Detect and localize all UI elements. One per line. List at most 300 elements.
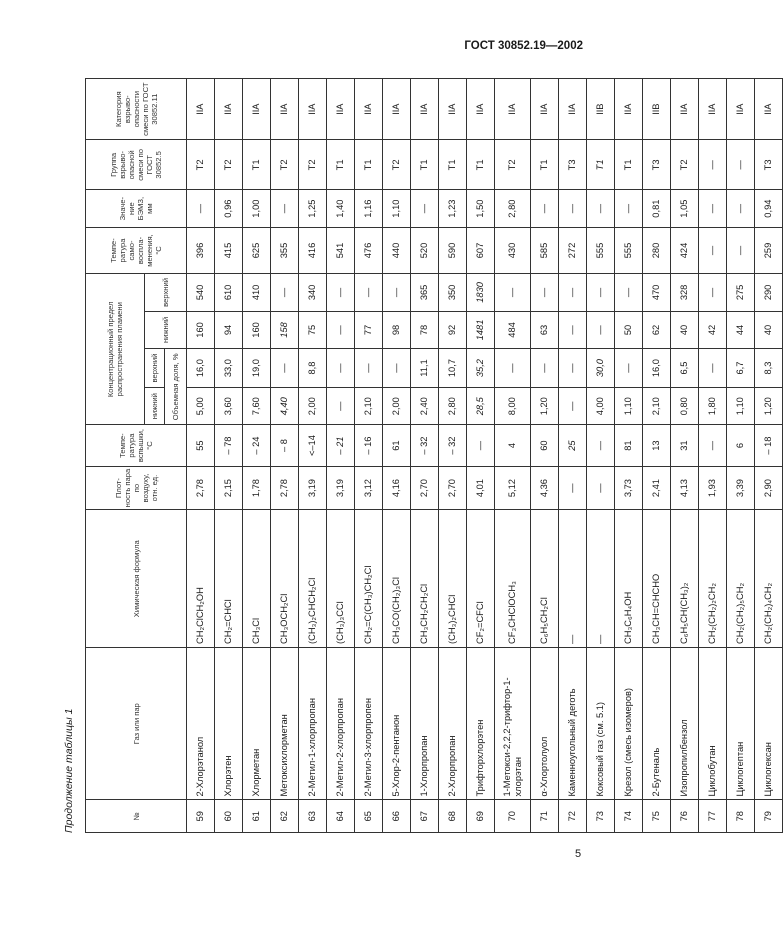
cell-ignition: 396 bbox=[187, 227, 215, 273]
cell-upper-mass: 365 bbox=[411, 274, 439, 312]
cell-density: 1,93 bbox=[699, 466, 727, 510]
cell-flash: — bbox=[467, 425, 495, 466]
cell-besz: 1,23 bbox=[439, 190, 467, 228]
cell-lower-vol: — bbox=[559, 387, 587, 425]
cell-name: α-Хлортолуол bbox=[531, 647, 559, 800]
cell-besz: — bbox=[727, 190, 755, 228]
cell-name: 1-Метокси-2,2,2-трифтор-1-хлорэтан bbox=[495, 647, 531, 800]
cell-density: 2,70 bbox=[411, 466, 439, 510]
table-row bbox=[411, 79, 439, 833]
cell-upper-mass: 470 bbox=[643, 274, 671, 312]
cell-flash: 60 bbox=[531, 425, 559, 466]
cell-name: Крезол (смесь изомеров) bbox=[615, 647, 643, 800]
table-row bbox=[383, 79, 411, 833]
cell-num: 65 bbox=[355, 800, 383, 833]
cell-group: T3 bbox=[643, 140, 671, 190]
cell-group: — bbox=[699, 140, 727, 190]
cell-flash: <–14 bbox=[299, 425, 327, 466]
cell-name: 2-Метил-3-хлорпропен bbox=[355, 647, 383, 800]
cell-formula: — bbox=[559, 510, 587, 648]
cell-formula: CH₂=C(CH₃)CH₂Cl bbox=[355, 510, 383, 648]
table-row bbox=[187, 79, 215, 833]
cell-density: 1,78 bbox=[243, 466, 271, 510]
cell-upper-mass: 610 bbox=[215, 274, 243, 312]
cell-formula: CH₃CH=CHCHO bbox=[643, 510, 671, 648]
cell-formula: CF₂=CFCl bbox=[467, 510, 495, 648]
cell-ignition: 520 bbox=[411, 227, 439, 273]
cell-upper-mass: — bbox=[355, 274, 383, 312]
cell-lower-mass: 63 bbox=[531, 311, 559, 349]
cell-ignition: 280 bbox=[643, 227, 671, 273]
cell-upper-vol: 35,2 bbox=[467, 349, 495, 388]
cell-group: T1 bbox=[531, 140, 559, 190]
cell-density: 3,19 bbox=[299, 466, 327, 510]
cell-ignition: 555 bbox=[615, 227, 643, 273]
cell-density: 3,39 bbox=[727, 466, 755, 510]
cell-lower-mass: 62 bbox=[643, 311, 671, 349]
cell-ignition: 625 bbox=[243, 227, 271, 273]
cell-ignition: 424 bbox=[671, 227, 699, 273]
cell-num: 73 bbox=[587, 800, 615, 833]
cell-density: 2,41 bbox=[643, 466, 671, 510]
cell-ignition: — bbox=[727, 227, 755, 273]
cell-ignition: 430 bbox=[495, 227, 531, 273]
cell-upper-vol: 8,8 bbox=[299, 349, 327, 388]
cell-flash: — bbox=[587, 425, 615, 466]
cell-upper-vol: 19,0 bbox=[243, 349, 271, 388]
cell-flash: – 21 bbox=[327, 425, 355, 466]
cell-formula: CH₃C₆H₄OH bbox=[615, 510, 643, 648]
cell-ignition: 590 bbox=[439, 227, 467, 273]
cell-density: 2,78 bbox=[187, 466, 215, 510]
cell-besz: 0,94 bbox=[755, 190, 783, 228]
cell-lower-vol: 7,60 bbox=[243, 387, 271, 425]
cell-lower-mass: 44 bbox=[727, 311, 755, 349]
cell-group: T2 bbox=[187, 140, 215, 190]
header-besz: Значе-ние БЭМЗ, мм bbox=[86, 190, 187, 228]
cell-upper-mass: — bbox=[559, 274, 587, 312]
cell-lower-mass: 42 bbox=[699, 311, 727, 349]
cell-name: Хлорэтен bbox=[215, 647, 243, 800]
cell-formula: (CH₃)₂CHCH₂Cl bbox=[299, 510, 327, 648]
table-row bbox=[327, 79, 355, 833]
cell-ignition: 607 bbox=[467, 227, 495, 273]
cell-lower-mass: 40 bbox=[755, 311, 783, 349]
cell-density: 3,12 bbox=[355, 466, 383, 510]
cell-upper-vol: 6,7 bbox=[727, 349, 755, 388]
cell-group: T1 bbox=[411, 140, 439, 190]
cell-num: 76 bbox=[671, 800, 699, 833]
cell-upper-vol: 8,3 bbox=[755, 349, 783, 388]
cell-num: 60 bbox=[215, 800, 243, 833]
table-row bbox=[587, 79, 615, 833]
cell-name: Циклобутан bbox=[699, 647, 727, 800]
cell-formula: CH₂(CH₂)₂CH₂ bbox=[699, 510, 727, 648]
cell-flash: 31 bbox=[671, 425, 699, 466]
cell-upper-mass: — bbox=[495, 274, 531, 312]
cell-num: 62 bbox=[271, 800, 299, 833]
cell-density: 4,16 bbox=[383, 466, 411, 510]
header-flash: Темпе-ратура вспышки, °С bbox=[86, 425, 187, 466]
header-lower-vol: нижний bbox=[145, 387, 165, 425]
cell-num: 66 bbox=[383, 800, 411, 833]
cell-upper-vol: — bbox=[495, 349, 531, 388]
header-upper-mass: верхний bbox=[145, 274, 187, 312]
cell-lower-vol: 8,00 bbox=[495, 387, 531, 425]
cell-flash: 13 bbox=[643, 425, 671, 466]
continuation-label: Продолжение таблицы 1 bbox=[63, 708, 75, 833]
cell-group: T2 bbox=[495, 140, 531, 190]
cell-name: 5-Хлор-2-пентанон bbox=[383, 647, 411, 800]
cell-category: IIB bbox=[643, 79, 671, 140]
cell-besz: — bbox=[587, 190, 615, 228]
cell-upper-vol: 33,0 bbox=[215, 349, 243, 388]
document-code: ГОСТ 30852.19—2002 bbox=[464, 40, 583, 52]
cell-flash: 6 bbox=[727, 425, 755, 466]
cell-name: Изопропилбензол bbox=[671, 647, 699, 800]
cell-formula: (CH₃)₃CCl bbox=[327, 510, 355, 648]
table-row bbox=[243, 79, 271, 833]
cell-group: T1 bbox=[467, 140, 495, 190]
cell-lower-vol: 4,00 bbox=[587, 387, 615, 425]
cell-upper-vol: 16,0 bbox=[187, 349, 215, 388]
cell-besz: — bbox=[187, 190, 215, 228]
cell-upper-vol: — bbox=[531, 349, 559, 388]
cell-upper-mass: 350 bbox=[439, 274, 467, 312]
cell-group: T2 bbox=[299, 140, 327, 190]
cell-lower-vol: 1,20 bbox=[531, 387, 559, 425]
cell-lower-vol: 1,20 bbox=[755, 387, 783, 425]
cell-density: 3,73 bbox=[615, 466, 643, 510]
header-density: Плот-ность пара по воздуху, отн. ед. bbox=[86, 466, 187, 510]
cell-lower-mass: — bbox=[327, 311, 355, 349]
cell-ignition: 259 bbox=[755, 227, 783, 273]
cell-group: T1 bbox=[615, 140, 643, 190]
cell-formula: C₆H₅CH(CH₃)₂ bbox=[671, 510, 699, 648]
cell-name: Хлорметан bbox=[243, 647, 271, 800]
cell-lower-mass: 160 bbox=[243, 311, 271, 349]
table-row bbox=[671, 79, 699, 833]
cell-category: IIA bbox=[411, 79, 439, 140]
cell-besz: 1,50 bbox=[467, 190, 495, 228]
cell-formula: CH₂(CH₂)₄CH₂ bbox=[755, 510, 783, 648]
cell-category: IIA bbox=[187, 79, 215, 140]
cell-lower-vol: 2,00 bbox=[383, 387, 411, 425]
cell-group: T1 bbox=[243, 140, 271, 190]
cell-name: Трифторхлорэтен bbox=[467, 647, 495, 800]
cell-num: 79 bbox=[755, 800, 783, 833]
cell-category: IIA bbox=[495, 79, 531, 140]
cell-formula: — bbox=[587, 510, 615, 648]
table-row bbox=[439, 79, 467, 833]
cell-name: 1-Хлорпропан bbox=[411, 647, 439, 800]
cell-besz: 1,40 bbox=[327, 190, 355, 228]
cell-lower-mass: — bbox=[559, 311, 587, 349]
cell-ignition: 476 bbox=[355, 227, 383, 273]
cell-lower-mass: 160 bbox=[187, 311, 215, 349]
cell-lower-vol: 2,80 bbox=[439, 387, 467, 425]
cell-upper-vol: — bbox=[559, 349, 587, 388]
table-row bbox=[699, 79, 727, 833]
cell-flash: 4 bbox=[495, 425, 531, 466]
cell-upper-mass: 540 bbox=[187, 274, 215, 312]
table-body bbox=[187, 79, 783, 833]
cell-lower-vol: 2,00 bbox=[299, 387, 327, 425]
cell-category: IIA bbox=[755, 79, 783, 140]
header-name: Газ или пар bbox=[86, 647, 187, 800]
cell-ignition: 541 bbox=[327, 227, 355, 273]
cell-density: 3,19 bbox=[327, 466, 355, 510]
cell-besz: 1,25 bbox=[299, 190, 327, 228]
cell-category: IIA bbox=[355, 79, 383, 140]
cell-lower-vol: — bbox=[327, 387, 355, 425]
cell-ignition: 585 bbox=[531, 227, 559, 273]
cell-flash: – 18 bbox=[755, 425, 783, 466]
cell-ignition: 415 bbox=[215, 227, 243, 273]
cell-group: T2 bbox=[215, 140, 243, 190]
table-row bbox=[215, 79, 243, 833]
cell-flash: — bbox=[699, 425, 727, 466]
cell-group: T2 bbox=[383, 140, 411, 190]
cell-category: IIA bbox=[727, 79, 755, 140]
cell-upper-mass: — bbox=[383, 274, 411, 312]
cell-lower-vol: 2,40 bbox=[411, 387, 439, 425]
cell-ignition: 355 bbox=[271, 227, 299, 273]
cell-upper-mass: 340 bbox=[299, 274, 327, 312]
cell-group: T3 bbox=[559, 140, 587, 190]
cell-group: T1 bbox=[439, 140, 467, 190]
table-row bbox=[755, 79, 783, 833]
cell-upper-mass: 410 bbox=[243, 274, 271, 312]
cell-num: 68 bbox=[439, 800, 467, 833]
cell-lower-mass: 92 bbox=[439, 311, 467, 349]
cell-num: 63 bbox=[299, 800, 327, 833]
cell-lower-mass: 75 bbox=[299, 311, 327, 349]
table-row bbox=[355, 79, 383, 833]
table-row bbox=[271, 79, 299, 833]
cell-lower-mass: 78 bbox=[411, 311, 439, 349]
cell-group: T1 bbox=[327, 140, 355, 190]
cell-besz: 0,81 bbox=[643, 190, 671, 228]
cell-besz: — bbox=[531, 190, 559, 228]
cell-upper-mass: 328 bbox=[671, 274, 699, 312]
cell-besz: 0,96 bbox=[215, 190, 243, 228]
cell-density: — bbox=[587, 466, 615, 510]
cell-besz: — bbox=[411, 190, 439, 228]
cell-ignition: 555 bbox=[587, 227, 615, 273]
cell-num: 59 bbox=[187, 800, 215, 833]
cell-besz: 1,16 bbox=[355, 190, 383, 228]
cell-flash: – 32 bbox=[411, 425, 439, 466]
cell-name: 2-Метил-1-хлорпропан bbox=[299, 647, 327, 800]
cell-density: 2,90 bbox=[755, 466, 783, 510]
cell-category: IIA bbox=[439, 79, 467, 140]
table-row bbox=[299, 79, 327, 833]
cell-group: T2 bbox=[671, 140, 699, 190]
cell-name: 2-Хлорэтанол bbox=[187, 647, 215, 800]
cell-density: 2,70 bbox=[439, 466, 467, 510]
cell-besz: 1,05 bbox=[671, 190, 699, 228]
cell-num: 67 bbox=[411, 800, 439, 833]
header-upper-vol: верхний bbox=[145, 349, 165, 388]
cell-lower-vol: 4,40 bbox=[271, 387, 299, 425]
cell-upper-vol: — bbox=[615, 349, 643, 388]
cell-category: IIB bbox=[587, 79, 615, 140]
cell-ignition: 416 bbox=[299, 227, 327, 273]
cell-upper-mass: — bbox=[615, 274, 643, 312]
cell-num: 74 bbox=[615, 800, 643, 833]
cell-besz: 2,80 bbox=[495, 190, 531, 228]
cell-name: Циклогептан bbox=[727, 647, 755, 800]
cell-category: IIA bbox=[271, 79, 299, 140]
cell-lower-vol: 5,00 bbox=[187, 387, 215, 425]
cell-upper-vol: 30,0 bbox=[587, 349, 615, 388]
cell-flash: 61 bbox=[383, 425, 411, 466]
cell-upper-vol: — bbox=[327, 349, 355, 388]
cell-flash: – 8 bbox=[271, 425, 299, 466]
cell-name: Каменноугольный деготь bbox=[559, 647, 587, 800]
cell-category: IIA bbox=[559, 79, 587, 140]
cell-upper-vol: 11,1 bbox=[411, 349, 439, 388]
cell-besz: 1,10 bbox=[383, 190, 411, 228]
cell-formula: C₆H₅CH₂Cl bbox=[531, 510, 559, 648]
header-num: № bbox=[86, 800, 187, 833]
cell-lower-mass: 77 bbox=[355, 311, 383, 349]
cell-besz: — bbox=[271, 190, 299, 228]
cell-category: IIA bbox=[699, 79, 727, 140]
cell-group: T2 bbox=[271, 140, 299, 190]
header-group: Группа взрыво-опасной смеси по ГОСТ 30852.5 bbox=[86, 140, 187, 190]
cell-category: IIA bbox=[327, 79, 355, 140]
cell-density: — bbox=[559, 466, 587, 510]
rotated-content bbox=[63, 78, 773, 833]
cell-density: 4,01 bbox=[467, 466, 495, 510]
cell-num: 78 bbox=[727, 800, 755, 833]
cell-upper-vol: — bbox=[383, 349, 411, 388]
page-number: 5 bbox=[575, 848, 582, 860]
cell-upper-mass: — bbox=[699, 274, 727, 312]
cell-num: 77 bbox=[699, 800, 727, 833]
cell-category: IIA bbox=[467, 79, 495, 140]
cell-category: IIA bbox=[299, 79, 327, 140]
cell-upper-mass: 275 bbox=[727, 274, 755, 312]
cell-flash: 55 bbox=[187, 425, 215, 466]
header-conc-group: Концентрационный предел распространения пламени bbox=[86, 274, 145, 425]
cell-group: T1 bbox=[355, 140, 383, 190]
cell-lower-mass: 98 bbox=[383, 311, 411, 349]
cell-lower-mass: 50 bbox=[615, 311, 643, 349]
cell-name: Циклогексан bbox=[755, 647, 783, 800]
cell-formula: CH₂ClCH₂OH bbox=[187, 510, 215, 648]
cell-flash: – 78 bbox=[215, 425, 243, 466]
cell-besz: — bbox=[615, 190, 643, 228]
cell-besz: — bbox=[559, 190, 587, 228]
cell-upper-vol: — bbox=[271, 349, 299, 388]
cell-upper-mass: — bbox=[327, 274, 355, 312]
cell-lower-vol: 1,10 bbox=[727, 387, 755, 425]
cell-category: IIA bbox=[671, 79, 699, 140]
cell-name: 2-Метил-2-хлорпропан bbox=[327, 647, 355, 800]
cell-name: Коксовый газ (см. 5.1) bbox=[587, 647, 615, 800]
header-unit-vol: Объемная доля, % bbox=[165, 349, 187, 425]
cell-upper-mass: — bbox=[271, 274, 299, 312]
cell-ignition: 272 bbox=[559, 227, 587, 273]
cell-formula: CH₃CH₂CH₂Cl bbox=[411, 510, 439, 648]
cell-formula: CH₃OCH₂Cl bbox=[271, 510, 299, 648]
header-lower-mass: нижний bbox=[145, 311, 187, 349]
table-row bbox=[531, 79, 559, 833]
cell-group: T3 bbox=[755, 140, 783, 190]
cell-flash: 25 bbox=[559, 425, 587, 466]
cell-density: 4,36 bbox=[531, 466, 559, 510]
cell-category: IIA bbox=[531, 79, 559, 140]
cell-category: IIA bbox=[243, 79, 271, 140]
cell-upper-vol: — bbox=[355, 349, 383, 388]
cell-lower-mass: 158 bbox=[271, 311, 299, 349]
cell-name: Метоксихлорметан bbox=[271, 647, 299, 800]
cell-besz: — bbox=[699, 190, 727, 228]
cell-lower-mass: 40 bbox=[671, 311, 699, 349]
cell-group: — bbox=[727, 140, 755, 190]
data-table bbox=[85, 78, 783, 833]
cell-lower-vol: 3,60 bbox=[215, 387, 243, 425]
cell-lower-vol: 2,10 bbox=[355, 387, 383, 425]
cell-flash: – 32 bbox=[439, 425, 467, 466]
cell-density: 4,13 bbox=[671, 466, 699, 510]
cell-lower-mass: — bbox=[587, 311, 615, 349]
cell-ignition: — bbox=[699, 227, 727, 273]
cell-lower-vol: 0,80 bbox=[671, 387, 699, 425]
cell-lower-mass: 1481 bbox=[467, 311, 495, 349]
cell-category: IIA bbox=[615, 79, 643, 140]
cell-flash: – 16 bbox=[355, 425, 383, 466]
cell-lower-vol: 1,10 bbox=[615, 387, 643, 425]
cell-upper-mass: — bbox=[587, 274, 615, 312]
cell-upper-mass: — bbox=[531, 274, 559, 312]
cell-num: 64 bbox=[327, 800, 355, 833]
cell-density: 2,15 bbox=[215, 466, 243, 510]
cell-formula: CH₃Cl bbox=[243, 510, 271, 648]
header-formula: Химическая формула bbox=[86, 510, 187, 648]
cell-upper-vol: 10,7 bbox=[439, 349, 467, 388]
cell-num: 72 bbox=[559, 800, 587, 833]
cell-upper-mass: 1830 bbox=[467, 274, 495, 312]
cell-num: 69 bbox=[467, 800, 495, 833]
cell-besz: 1,00 bbox=[243, 190, 271, 228]
cell-formula: (CH₃)₂CHCl bbox=[439, 510, 467, 648]
cell-density: 2,78 bbox=[271, 466, 299, 510]
cell-num: 61 bbox=[243, 800, 271, 833]
cell-formula: CH₂(CH₂)₅CH₂ bbox=[727, 510, 755, 648]
cell-upper-vol: 16,0 bbox=[643, 349, 671, 388]
cell-lower-mass: 94 bbox=[215, 311, 243, 349]
cell-density: 5,12 bbox=[495, 466, 531, 510]
cell-group: T1 bbox=[587, 140, 615, 190]
table-row bbox=[643, 79, 671, 833]
cell-flash: – 24 bbox=[243, 425, 271, 466]
header-category: Категория взрыво-опасности смеси по ГОСТ 30852.11 bbox=[86, 79, 187, 140]
cell-formula: CH₂=CHCl bbox=[215, 510, 243, 648]
cell-lower-mass: 484 bbox=[495, 311, 531, 349]
header-ignition: Темпе-ратура само-воспла-менения, °С bbox=[86, 227, 187, 273]
table-row bbox=[615, 79, 643, 833]
table-row bbox=[467, 79, 495, 833]
table-row bbox=[727, 79, 755, 833]
cell-upper-mass: 290 bbox=[755, 274, 783, 312]
cell-num: 75 bbox=[643, 800, 671, 833]
table-row bbox=[559, 79, 587, 833]
cell-lower-vol: 28,5 bbox=[467, 387, 495, 425]
